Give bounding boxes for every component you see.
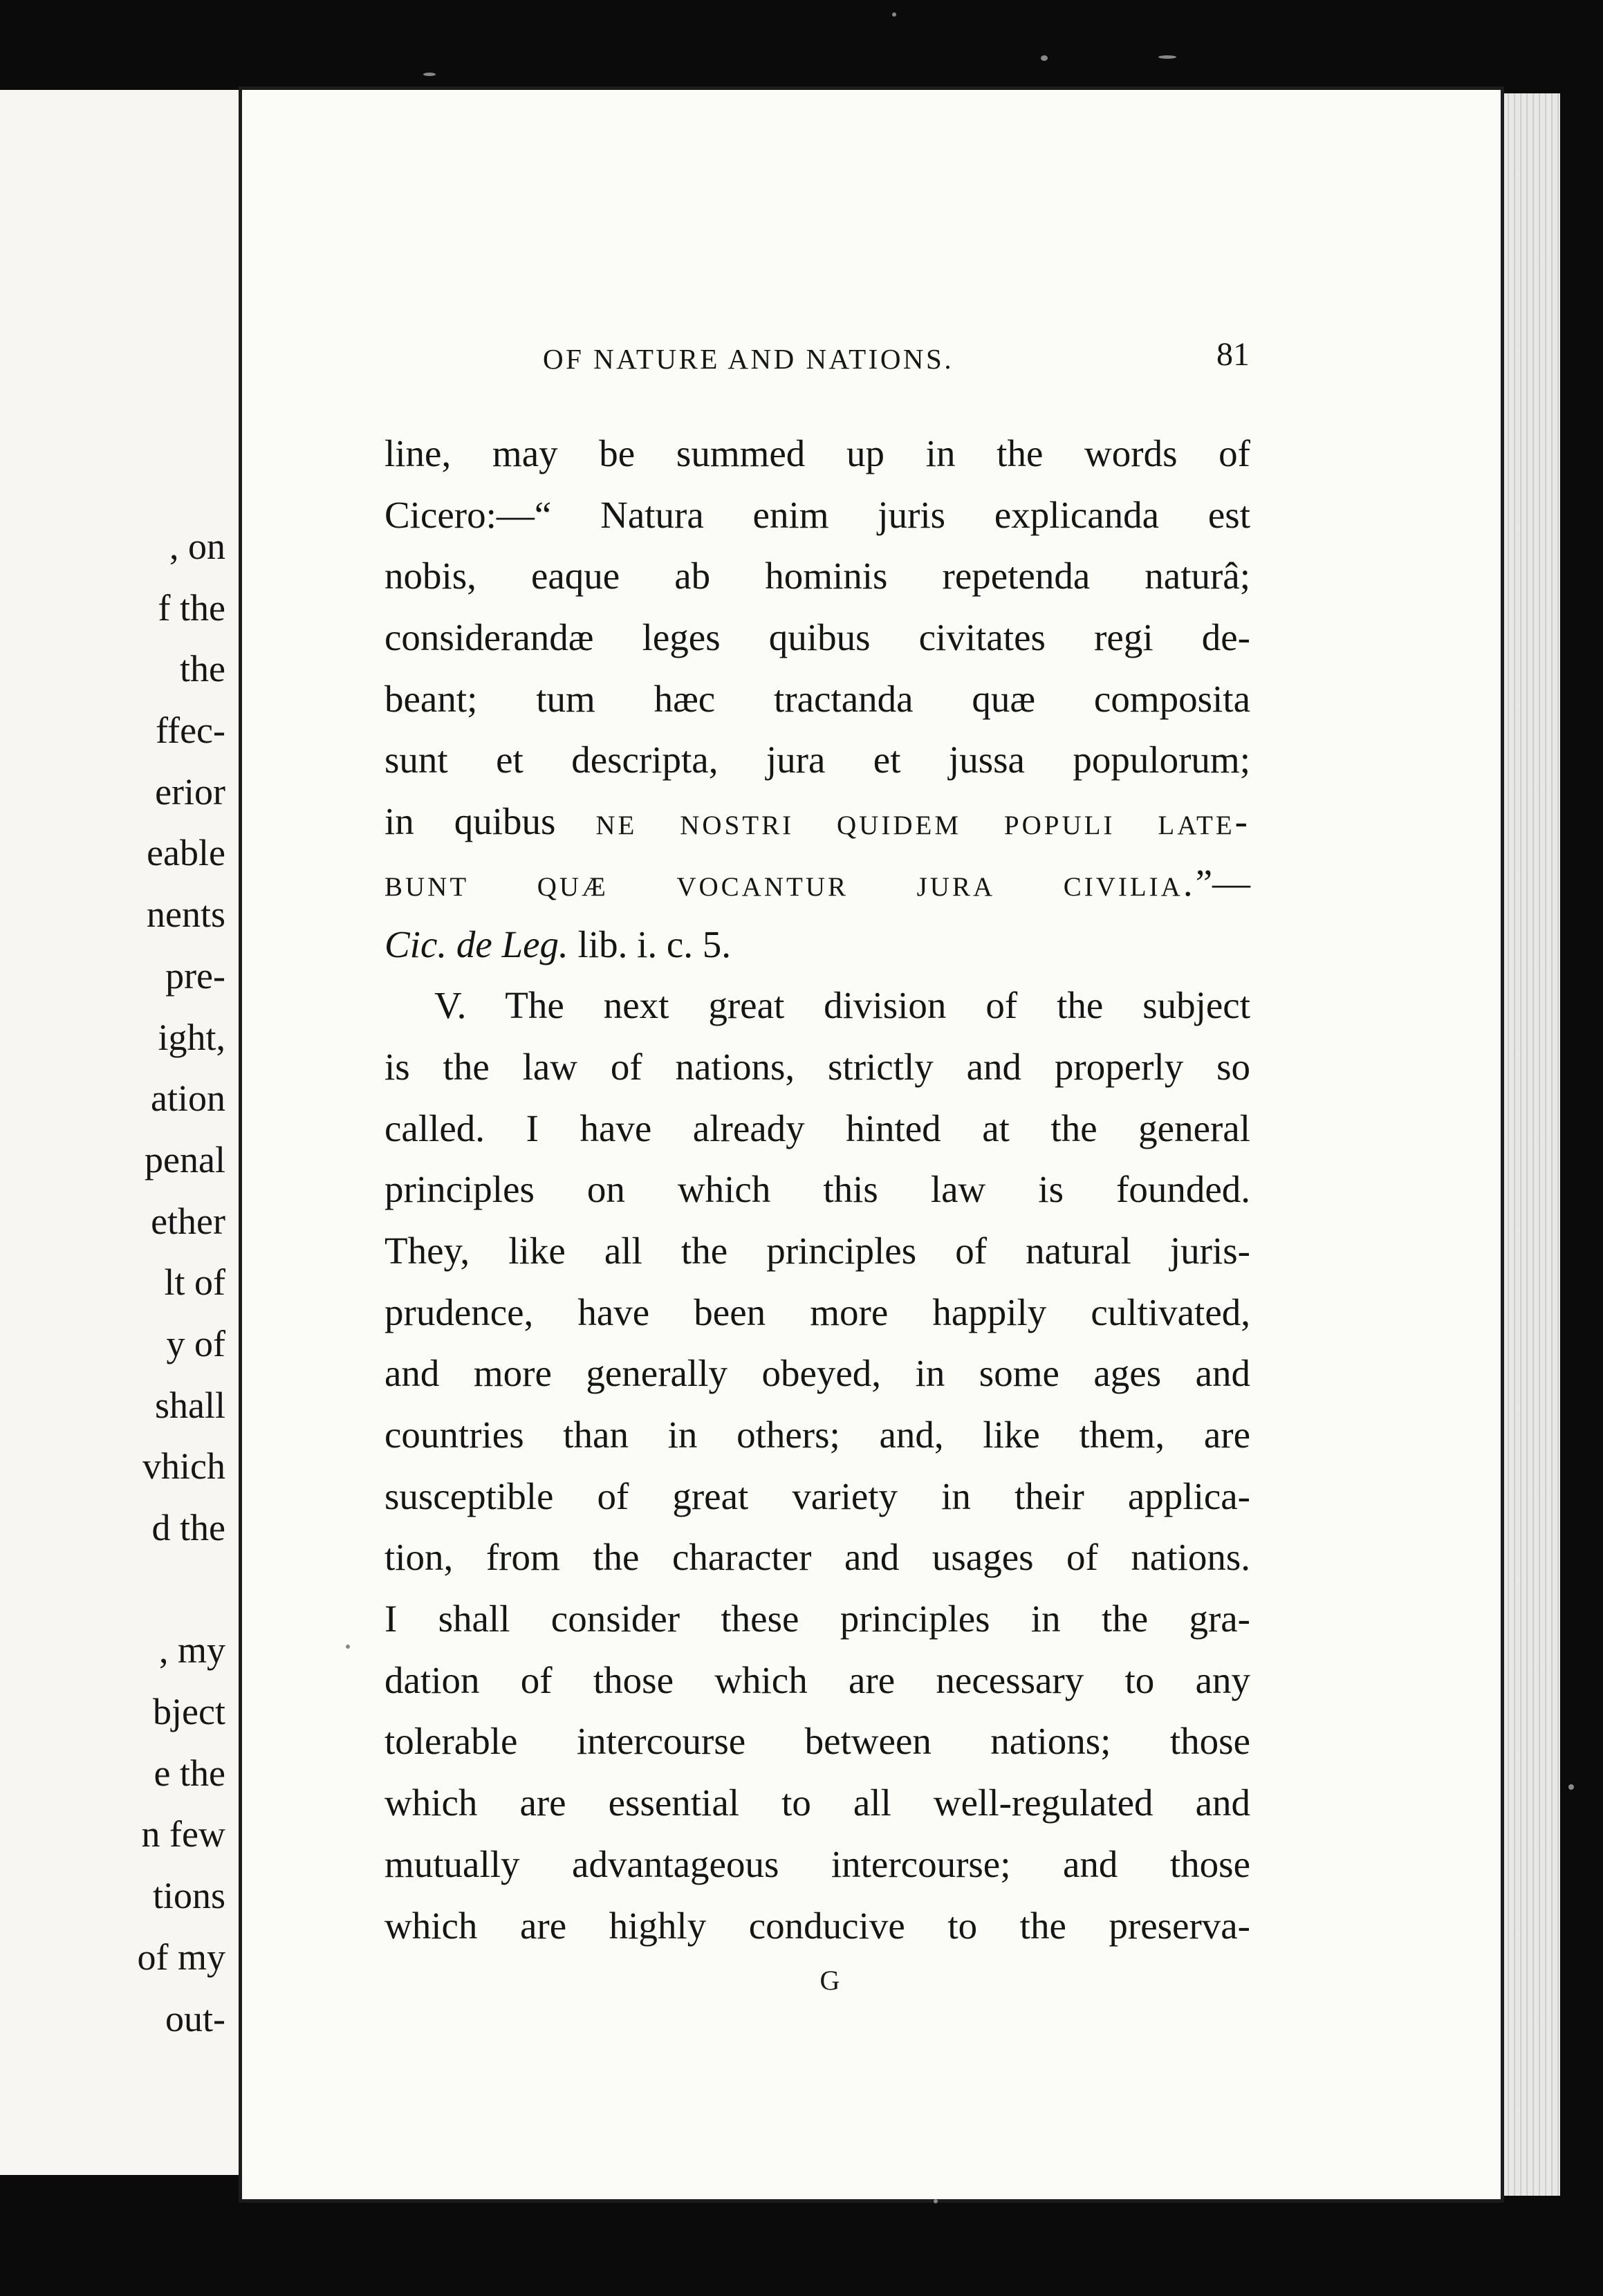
left-line: lt of <box>164 1261 225 1304</box>
text-line: which are highly conducive to the preserva- <box>384 1904 1250 1947</box>
text-line: mutually advantageous intercourse; and those <box>384 1842 1250 1885</box>
left-line: n few <box>141 1813 225 1855</box>
text-line: is the law of nations, strictly and properly so <box>384 1045 1250 1088</box>
scan-speck <box>934 2199 938 2203</box>
small-caps-run: ne nostri quidem populi late- <box>595 800 1250 843</box>
left-line: nents <box>147 894 225 936</box>
left-line: d the <box>151 1507 225 1548</box>
text-line: line, may be summed up in the words of <box>384 432 1250 474</box>
text-line: tion, from the character and usages of nations. <box>384 1536 1250 1579</box>
left-line: erior <box>155 770 225 813</box>
left-page-line-fragments <box>138 516 226 2049</box>
text-run: ”— <box>1195 861 1250 904</box>
citation-line <box>384 914 1250 976</box>
page-number: 81 <box>1216 336 1250 373</box>
left-line: bject <box>153 1691 225 1733</box>
text-line: nobis, eaque ab hominis repetenda naturâ; <box>384 555 1250 598</box>
body-text <box>384 423 1250 1956</box>
left-line: penal <box>145 1138 225 1181</box>
text-line: sunt et descripta, jura et jussa populorum; <box>384 739 1250 781</box>
left-line: , on <box>169 526 225 567</box>
text-run: in quibus <box>384 800 596 843</box>
running-head: OF NATURE AND NATIONS. <box>543 343 954 375</box>
text-line: beant; tum hæc tractanda quæ composita <box>384 677 1250 720</box>
left-line: e the <box>154 1752 225 1794</box>
left-line: y of <box>166 1322 225 1364</box>
scan-speck <box>346 1645 350 1649</box>
citation-ref: lib. i. c. 5. <box>568 923 732 965</box>
left-line: of my <box>137 1936 225 1978</box>
scan-speck <box>1158 55 1176 59</box>
small-caps-run: bunt quæ vocantur jura civilia. <box>384 861 1196 904</box>
italic-citation: Cic. de Leg. <box>384 923 568 965</box>
left-line <box>138 1559 226 1620</box>
paragraph-start-line: V. The next great division of the subject <box>434 984 1250 1027</box>
text-line: dation of those which are necessary to any <box>384 1658 1250 1701</box>
text-line: which are essential to all well-regulated and <box>384 1781 1250 1824</box>
text-line: principles on which this law is founded. <box>384 1168 1250 1211</box>
text-line: and more generally obeyed, in some ages and <box>384 1352 1250 1395</box>
left-line: the <box>180 648 225 690</box>
text-line <box>384 853 1250 914</box>
text-line: I shall consider these principles in the gra- <box>384 1598 1250 1640</box>
left-line: ight, <box>158 1016 225 1058</box>
text-line: countries than in others; and, like them, are <box>384 1414 1250 1456</box>
scan-speck <box>1568 1784 1574 1790</box>
scan-speck <box>423 73 436 76</box>
left-line: shall <box>155 1384 225 1426</box>
left-line: ation <box>151 1077 225 1120</box>
text-line: called. I have already hinted at the general <box>384 1107 1250 1149</box>
text-line <box>384 791 1250 853</box>
left-page-fragment <box>0 90 246 2175</box>
text-line: tolerable intercourse between nations; those <box>384 1720 1250 1763</box>
left-line: eable <box>147 832 225 874</box>
left-line: ffec- <box>156 710 225 752</box>
left-line: vhich <box>142 1445 225 1488</box>
scan-speck <box>892 12 896 17</box>
left-line: pre- <box>165 954 225 997</box>
left-line: tions <box>152 1875 225 1917</box>
text-line: prudence, have been more happily cultivated, <box>384 1290 1250 1333</box>
book-fore-edge <box>1501 93 1560 2196</box>
text-line: They, like all the principles of natural juris- <box>384 1229 1250 1272</box>
text-line: susceptible of great variety in their applica- <box>384 1474 1250 1517</box>
left-line: ether <box>151 1200 225 1242</box>
left-line: out- <box>165 1997 225 2039</box>
text-line: considerandæ leges quibus civitates regi de- <box>384 616 1250 659</box>
text-line: Cicero:—“ Natura enim juris explicanda est <box>384 493 1250 536</box>
scan-speck <box>1041 55 1048 61</box>
left-line: , my <box>158 1629 225 1672</box>
signature-mark: G <box>819 1965 840 1996</box>
left-line: f the <box>158 586 225 629</box>
